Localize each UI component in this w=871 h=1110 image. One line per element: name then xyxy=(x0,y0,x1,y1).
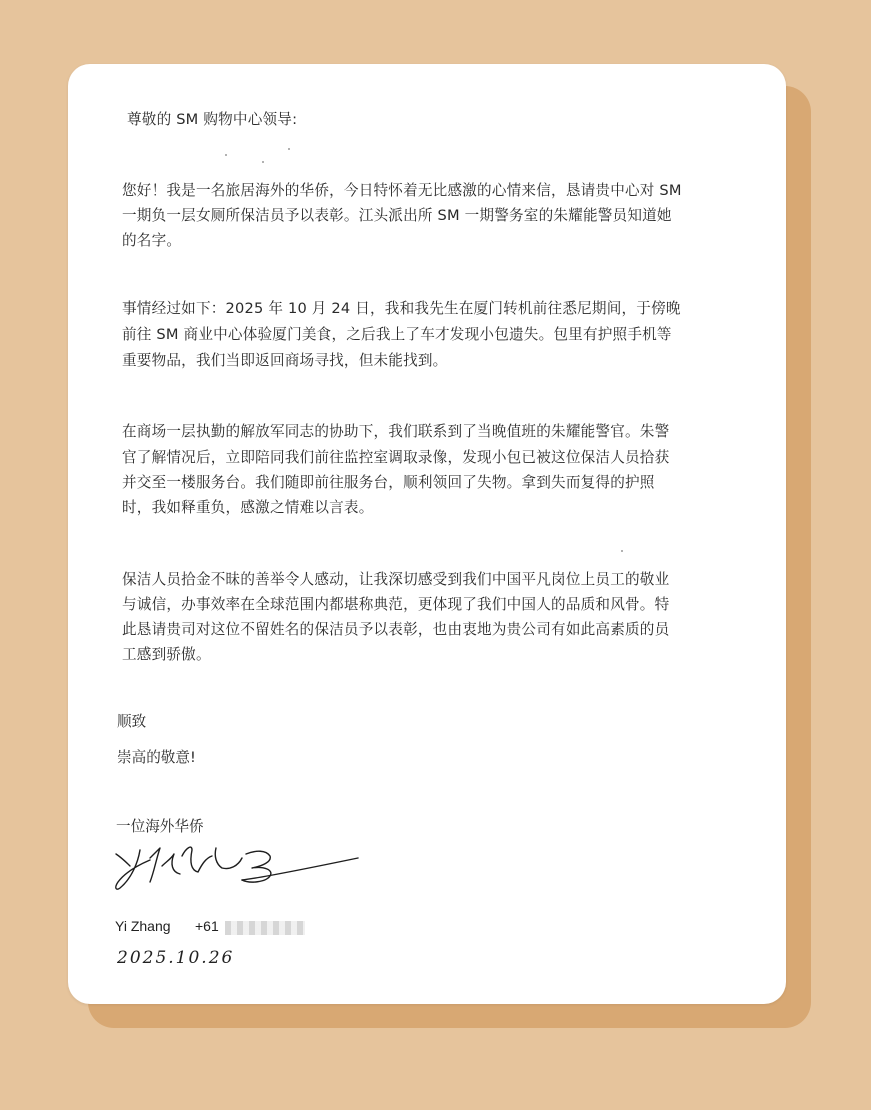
paragraph-line: 时，我如释重负，感激之情难以言表。 xyxy=(122,499,374,516)
paragraph-line: 重要物品，我们当即返回商场寻找，但未能找到。 xyxy=(122,352,448,369)
closing-line-1: 顺致 xyxy=(117,713,147,730)
scan-speck xyxy=(621,550,623,552)
sender-label: 一位海外华侨 xyxy=(116,818,204,835)
phone-prefix: +61 xyxy=(195,918,219,934)
sender-name: Yi Zhang xyxy=(115,918,171,934)
paragraph-line: 事情经过如下：2025 年 10 月 24 日，我和我先生在厦门转机前往悉尼期间，于傍晚 xyxy=(122,300,681,317)
handwritten-signature xyxy=(110,836,370,896)
scan-speck xyxy=(288,148,290,150)
paragraph-line: 并交至一楼服务台。我们随即前往服务台，顺利领回了失物。拿到失而复得的护照 xyxy=(122,474,655,491)
paragraph-line: 在商场一层执勤的解放军同志的协助下，我们联系到了当晚值班的朱耀能警官。朱警 xyxy=(122,423,670,440)
paragraph-line: 工感到骄傲。 xyxy=(122,646,211,663)
closing-line-2: 崇高的敬意! xyxy=(117,749,196,766)
paragraph-line: 一期负一层女厕所保洁员予以表彰。江头派出所 SM 一期警务室的朱耀能警员知道她 xyxy=(122,207,672,224)
paragraph-line: 此恳请贵司对这位不留姓名的保洁员予以表彰，也由衷地为贵公司有如此高素质的员 xyxy=(122,621,670,638)
salutation: 尊敬的 SM 购物中心领导: xyxy=(127,111,298,128)
paragraph-line: 您好！我是一名旅居海外的华侨，今日特怀着无比感激的心情来信，恳请贵中心对 SM xyxy=(122,182,682,199)
paragraph-line: 前往 SM 商业中心体验厦门美食，之后我上了车才发现小包遗失。包里有护照手机等 xyxy=(122,326,672,343)
paragraph-line: 与诚信，办事效率在全球范围内都堪称典范，更体现了我们中国人的品质和风骨。特 xyxy=(122,596,670,613)
paragraph-line: 保洁人员拾金不昧的善举令人感动，让我深切感受到我们中国平凡岗位上员工的敬业 xyxy=(122,571,670,588)
paragraph-line: 的名字。 xyxy=(122,232,182,249)
handwritten-date: 2025.10.26 xyxy=(117,948,235,968)
redacted-phone-digits xyxy=(225,921,305,935)
phone-number xyxy=(195,918,219,934)
scan-speck xyxy=(225,154,227,156)
scan-speck xyxy=(262,161,264,163)
paragraph-line: 官了解情况后，立即陪同我们前往监控室调取录像，发现小包已被这位保洁人员拾获 xyxy=(122,449,670,466)
